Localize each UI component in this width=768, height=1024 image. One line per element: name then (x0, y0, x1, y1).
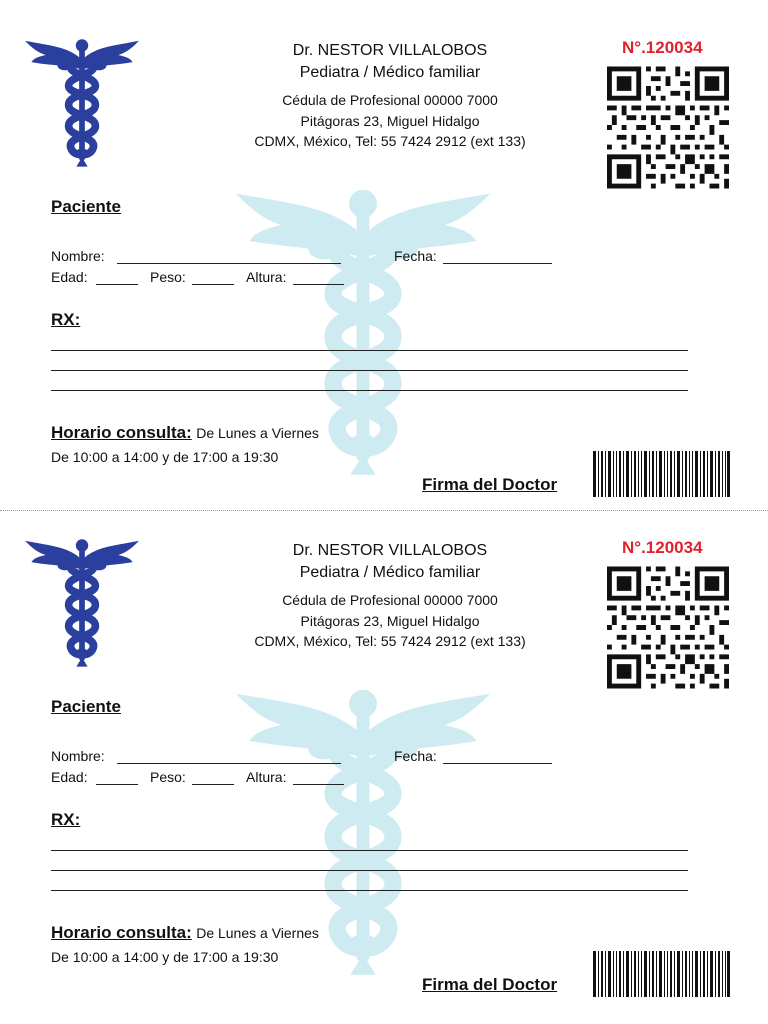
doctor-name: Dr. NESTOR VILLALOBOS (292, 42, 488, 59)
name-field[interactable] (117, 263, 341, 264)
schedule-days: De Lunes a Viernes (196, 925, 319, 941)
schedule-hours: De 10:00 a 14:00 y de 17:00 a 19:30 (51, 449, 279, 465)
height-field[interactable] (293, 284, 344, 285)
weight-label: Peso: (150, 769, 186, 785)
folio-number: N°.120034 (622, 538, 703, 557)
weight-label: Peso: (150, 269, 186, 285)
doctor-name: Dr. NESTOR VILLALOBOS (292, 542, 488, 559)
rx-line[interactable] (51, 870, 688, 871)
date-field[interactable] (443, 763, 552, 764)
qr-code-icon (607, 65, 729, 190)
height-label: Altura: (246, 769, 287, 785)
prescription-slip-bottom (0, 500, 768, 1000)
rx-line[interactable] (51, 370, 688, 371)
age-field[interactable] (96, 784, 138, 785)
age-label: Edad: (51, 269, 88, 285)
folio-number: N°.120034 (622, 38, 703, 57)
address-line-1: Pitágoras 23, Miguel Hidalgo (300, 112, 480, 129)
qr-code-icon (607, 565, 729, 690)
schedule-label: Horario consulta: (51, 423, 192, 442)
name-label: Nombre: (51, 248, 105, 264)
weight-field[interactable] (192, 284, 234, 285)
height-label: Altura: (246, 269, 287, 285)
date-label: Fecha: (394, 248, 437, 264)
signature-label: Firma del Doctor (422, 975, 558, 994)
patient-heading: Paciente (51, 197, 121, 216)
date-label: Fecha: (394, 748, 437, 764)
rx-line[interactable] (51, 890, 688, 891)
professional-license: Cédula de Profesional 00000 7000 (282, 592, 498, 608)
professional-license: Cédula de Profesional 00000 7000 (282, 92, 498, 108)
height-field[interactable] (293, 784, 344, 785)
rx-heading: RX: (51, 310, 81, 329)
doctor-specialty: Pediatra / Médico familiar (299, 564, 481, 581)
rx-line[interactable] (51, 850, 688, 851)
schedule (51, 423, 319, 443)
address-line-1: Pitágoras 23, Miguel Hidalgo (300, 612, 480, 629)
age-field[interactable] (96, 284, 138, 285)
prescription-slip-top (0, 0, 768, 500)
address-line-2: CDMX, México, Tel: 55 7424 2912 (ext 133) (254, 133, 526, 149)
schedule-label: Horario consulta: (51, 923, 192, 942)
name-field[interactable] (117, 763, 341, 764)
date-field[interactable] (443, 263, 552, 264)
rx-line[interactable] (51, 350, 688, 351)
caduceus-icon (24, 34, 140, 168)
schedule-hours: De 10:00 a 14:00 y de 17:00 a 19:30 (51, 949, 279, 965)
name-label: Nombre: (51, 748, 105, 764)
schedule (51, 923, 319, 943)
caduceus-icon (24, 534, 140, 668)
signature-label: Firma del Doctor (422, 475, 558, 494)
barcode-icon (593, 451, 730, 497)
barcode-icon (593, 951, 730, 997)
doctor-header (232, 540, 548, 652)
patient-heading: Paciente (51, 697, 121, 716)
address-line-2: CDMX, México, Tel: 55 7424 2912 (ext 133) (254, 633, 526, 649)
rx-heading: RX: (51, 810, 81, 829)
weight-field[interactable] (192, 784, 234, 785)
age-label: Edad: (51, 769, 88, 785)
rx-line[interactable] (51, 390, 688, 391)
schedule-days: De Lunes a Viernes (196, 425, 319, 441)
doctor-header (232, 40, 548, 152)
doctor-specialty: Pediatra / Médico familiar (299, 64, 481, 81)
